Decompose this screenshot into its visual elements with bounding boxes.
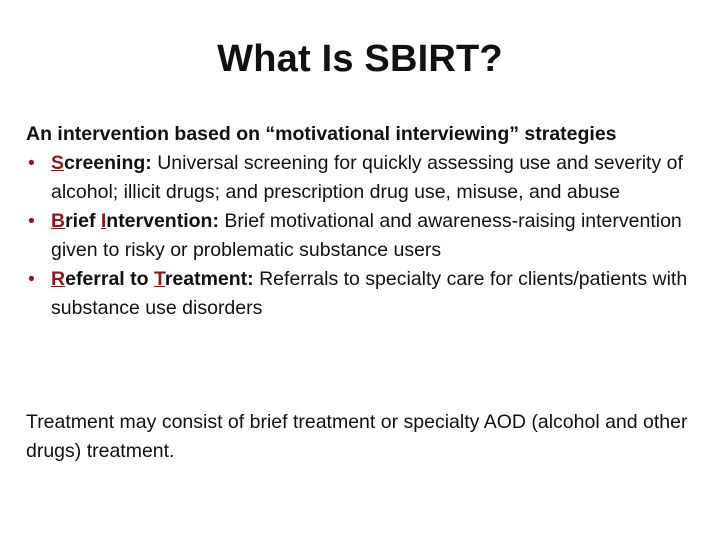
acronym-letter: T [153, 268, 165, 290]
intro-text: An intervention based on “motivational interviewing” strategies [26, 123, 617, 145]
bullet-term [51, 152, 157, 174]
bullet-screening [26, 149, 696, 207]
bullet-marker: • [28, 210, 35, 232]
bullet-brief-intervention [26, 207, 696, 265]
acronym-letter: S [51, 152, 65, 174]
footer-text: Treatment may consist of brief treatment or specialty AOD (alcohol and other drugs) treatment. [26, 411, 688, 462]
term-text: rief [65, 210, 101, 232]
bullet-list [26, 149, 696, 323]
term-text: reatment: [164, 268, 254, 290]
bullet-marker: • [28, 152, 35, 174]
term-text: eferral to [65, 268, 154, 290]
bullet-term [51, 210, 224, 232]
acronym-letter: B [51, 210, 66, 232]
bullet-marker: • [28, 268, 35, 290]
term-text: creening: [64, 152, 152, 174]
slide-title: What Is SBIRT? [217, 38, 503, 80]
bullet-description: Referrals to specialty care for clients/patients with substance use disorders [51, 268, 688, 319]
acronym-letter: I [100, 210, 107, 232]
bullet-term [51, 268, 259, 290]
bullet-description: Universal screening for quickly assessing use and severity of alcohol; illicit drugs; and prescription drug use, misuse, and abuse [51, 152, 683, 203]
bullet-referral-to-treatment [26, 265, 696, 323]
acronym-letter: R [51, 268, 66, 290]
bullet-description: Brief motivational and awareness-raising intervention given to risky or problematic substance users [51, 210, 682, 261]
term-text: ntervention: [106, 210, 219, 232]
slide-content [26, 120, 696, 323]
